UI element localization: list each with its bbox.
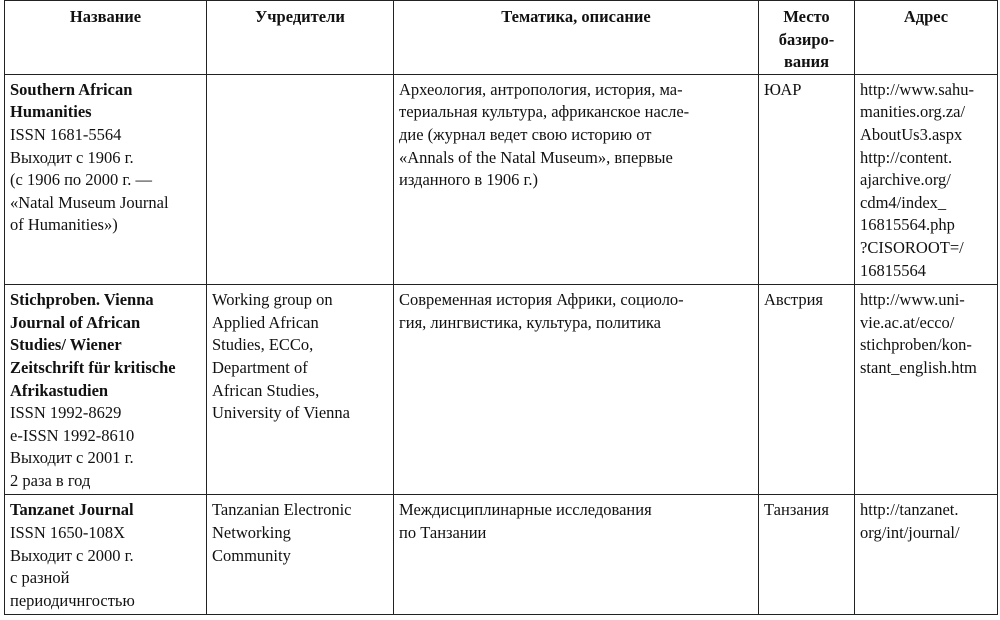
journal-detail-line: Выходит с 1906 г. [10, 147, 134, 167]
journal-title-line: Afrikastudien [10, 380, 109, 400]
founder-line: University of Vienna [212, 403, 351, 423]
address-link-line[interactable]: stant_english.htm [860, 357, 977, 377]
journal-title-line: Humanities [10, 102, 92, 122]
founder-line: Working group on [212, 290, 333, 310]
founder-line: Networking [212, 523, 291, 543]
topic-line: гия, лингвистика, культура, политика [399, 312, 661, 332]
address-cell[interactable] [855, 495, 998, 615]
address-link-line[interactable]: http://content. [860, 147, 953, 167]
header-place-line: вания [783, 52, 830, 72]
header-place-line: Место [783, 7, 830, 26]
journal-detail-line: ISSN 1650-108X [10, 523, 126, 543]
table-row [5, 495, 998, 615]
address-link-line[interactable]: http://www.sahu- [860, 79, 974, 99]
journal-name-cell [5, 285, 207, 495]
topic-line: по Танзании [399, 523, 487, 543]
address-link-line[interactable]: ?CISOROOT=/ [860, 237, 964, 257]
journal-detail-line: периодичнгостью [10, 590, 135, 610]
place-cell: Танзания [759, 495, 855, 615]
founders-cell [207, 495, 394, 615]
address-link-line[interactable]: org/int/journal/ [860, 523, 960, 543]
founder-line: Studies, ECCo, [212, 335, 314, 355]
topic-line: териальная культура, африканское насле- [399, 102, 690, 122]
journal-title-line: Southern African [10, 79, 133, 99]
table-row [5, 74, 998, 284]
address-link-line[interactable]: manities.org.za/ [860, 102, 966, 122]
journal-title-line: Stichproben. Vienna [10, 290, 154, 310]
address-cell[interactable] [855, 74, 998, 284]
topic-cell [394, 495, 759, 615]
address-link-line[interactable]: stichproben/kon- [860, 335, 972, 355]
journal-detail-line: ISSN 1992-8629 [10, 403, 122, 423]
address-link-line[interactable]: cdm4/index_ [860, 192, 947, 212]
header-name: Название [5, 1, 207, 75]
topic-line: Современная история Африки, социоло- [399, 290, 684, 310]
topic-cell [394, 74, 759, 284]
founder-line: Department of [212, 357, 308, 377]
address-link-line[interactable]: http://tanzanet. [860, 500, 959, 520]
address-cell[interactable] [855, 285, 998, 495]
journal-title-line: Tanzanet Journal [10, 500, 134, 520]
address-link-line[interactable]: 16815564 [860, 260, 926, 280]
journal-detail-line: Выходит с 2001 г. [10, 448, 134, 468]
header-founders: Учредители [207, 1, 394, 75]
journal-detail-line: Выходит с 2000 г. [10, 545, 134, 565]
topic-line: дие (журнал ведет свою историю от [399, 124, 652, 144]
founders-cell [207, 285, 394, 495]
founders-cell [207, 74, 394, 284]
topic-line: «Annals of the Natal Museum», впервые [399, 147, 673, 167]
journals-table [4, 0, 998, 615]
founder-line: Applied African [212, 312, 319, 332]
header-address: Адрес [855, 1, 998, 75]
journal-detail-line: e-ISSN 1992-8610 [10, 425, 135, 445]
journal-detail-line: ISSN 1681-5564 [10, 124, 122, 144]
address-link-line[interactable]: http://www.uni- [860, 290, 965, 310]
address-link-line[interactable]: 16815564.php [860, 215, 955, 235]
journal-detail-line: (с 1906 по 2000 г. — [10, 170, 153, 190]
topic-line: изданного в 1906 г.) [399, 170, 538, 190]
topic-cell [394, 285, 759, 495]
address-link-line[interactable]: vie.ac.at/ecco/ [860, 312, 955, 332]
journal-detail-line: «Natal Museum Journal [10, 192, 169, 212]
place-cell: ЮАР [759, 74, 855, 284]
header-row [5, 1, 998, 75]
address-link-line[interactable]: ajarchive.org/ [860, 170, 951, 190]
header-place-line: базиро- [778, 29, 835, 49]
journal-detail-line: 2 раза в год [10, 470, 91, 490]
header-topic: Тематика, описание [394, 1, 759, 75]
journal-title-line: Studies/ Wiener [10, 335, 122, 355]
journal-title-line: Journal of African [10, 312, 141, 332]
founder-line: Tanzanian Electronic [212, 500, 352, 520]
journal-name-cell [5, 495, 207, 615]
header-place [759, 1, 855, 75]
place-cell: Австрия [759, 285, 855, 495]
journal-detail-line: of Humanities») [10, 215, 118, 235]
topic-line: Междисциплинарные исследования [399, 500, 652, 520]
topic-line: Археология, антропология, история, ма- [399, 79, 683, 99]
founder-line: African Studies, [212, 380, 320, 400]
table-row [5, 285, 998, 495]
journal-detail-line: с разной [10, 568, 70, 588]
founder-line: Community [212, 545, 291, 565]
journal-name-cell [5, 74, 207, 284]
journal-title-line: Zeitschrift für kritische [10, 357, 176, 377]
address-link-line[interactable]: AboutUs3.aspx [860, 124, 963, 144]
